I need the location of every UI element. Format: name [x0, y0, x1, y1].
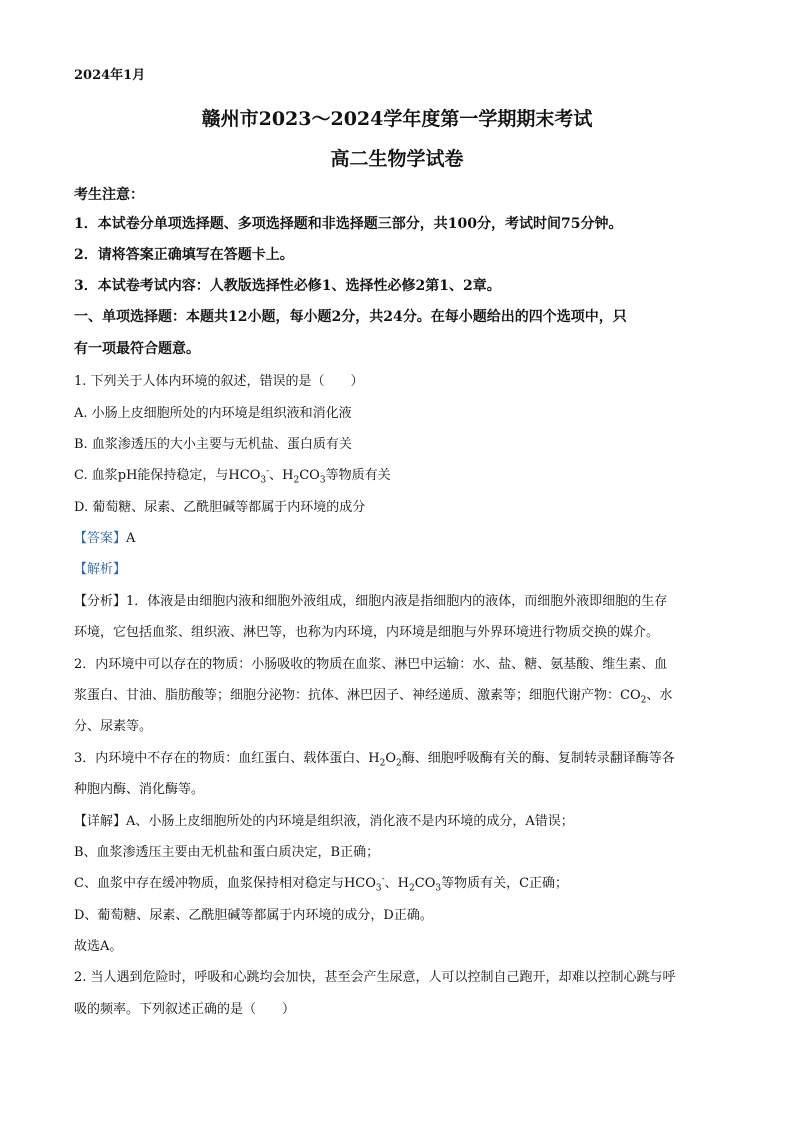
notice-item-1: 1．本试卷分单项选择题、多项选择题和非选择题三部分，共100分，考试时间75分钟。	[74, 216, 623, 232]
exam-title: 赣州市2023～2024学年度第一学期期末考试	[201, 108, 593, 130]
xiangjie-line-b: B、血浆渗透压主要由无机盐和蛋白质决定，B正确；	[74, 845, 380, 860]
section-heading-line-1: 一、单项选择题：本题共12小题，每小题2分，共24分。在每小题给出的四个选项中，只	[74, 309, 627, 325]
fenxi-line-4: 浆蛋白、甘油、脂肪酸等；细胞分泌物：抗体、淋巴因子、神经递质、激素等；细胞代谢产物：$CO_2$、水	[74, 688, 673, 706]
xiangjie-tag: 【详解】	[74, 814, 127, 829]
q1-answer	[74, 527, 135, 546]
q1-option-b: B. 血浆渗透压的大小主要与无机盐、蛋白质有关	[74, 437, 352, 452]
conclusion: 故选A。	[74, 939, 123, 954]
exam-date: 2024年1月	[74, 68, 146, 83]
analysis-tag: 【解析】	[74, 562, 127, 577]
q1-option-c: C. 血浆pH能保持稳定，与$HCO_3^-$、$H_2CO_3$等物质有关	[74, 466, 391, 486]
q2-stem-line-1: 2. 当人遇到危险时，呼吸和心跳均会加快，甚至会产生尿意，人可以控制自己跑开，却难以控制心跳与呼	[74, 970, 676, 985]
answer-value: A	[126, 531, 136, 546]
xiangjie-line-d: D、葡萄糖、尿素、乙酰胆碱等都属于内环境的成分，D正确。	[74, 908, 433, 923]
fenxi-line-1: 【分析】1．体液是由细胞内液和细胞外液组成，细胞内液是指细胞内的液体，而细胞外液即细胞的生存	[74, 594, 668, 609]
section-heading-line-2: 有一项最符合题意。	[74, 341, 200, 357]
fenxi-line-7: 种胞内酶、消化酶等。	[74, 782, 205, 797]
fenxi-line-5: 分、尿素等。	[74, 719, 153, 734]
xiangjie-line-c: C、血浆中存在缓冲物质，血浆保持相对稳定与$HCO_3^-$、$H_2CO_3$等物质有关，C正确；	[74, 874, 569, 894]
notice-heading: 考生注意：	[74, 187, 144, 203]
notice-item-2: 2．请将答案正确填写在答题卡上。	[74, 247, 294, 263]
notice-item-3: 3．本试卷考试内容：人教版选择性必修1、选择性必修2第1、2章。	[74, 278, 501, 294]
answer-tag: 【答案】	[74, 531, 127, 546]
fenxi-line-2: 环境，它包括血浆、组织液、淋巴等，也称为内环境，内环境是细胞与外界环境进行物质交换的媒介。	[74, 625, 660, 640]
q1-option-a: A. 小肠上皮细胞所处的内环境是组织液和消化液	[74, 406, 352, 421]
xiangjie-line-a: 【详解】A、小肠上皮细胞所处的内环境是组织液，消化液不是内环境的成分，A错误；	[74, 814, 574, 829]
q2-stem-line-2: 吸的频率。下列叙述正确的是（ ）	[74, 1002, 296, 1017]
q1-option-d: D. 葡萄糖、尿素、乙酰胆碱等都属于内环境的成分	[74, 500, 366, 515]
q1-stem: 1. 下列关于人体内环境的叙述，错误的是（ ）	[74, 374, 364, 389]
fenxi-line-3: 2．内环境中可以存在的物质：小肠吸收的物质在血浆、淋巴中运输：水、盐、糖、氨基酸、维生素、血	[74, 657, 668, 672]
exam-subtitle: 高二生物学试卷	[330, 148, 464, 170]
fenxi-tag: 【分析】	[74, 594, 127, 609]
fenxi-line-6: 3．内环境中不存在的物质：血红蛋白、载体蛋白、$H_2O_2$酶、细胞呼吸酶有关的酶、复制转录翻译酶等各	[74, 751, 675, 769]
